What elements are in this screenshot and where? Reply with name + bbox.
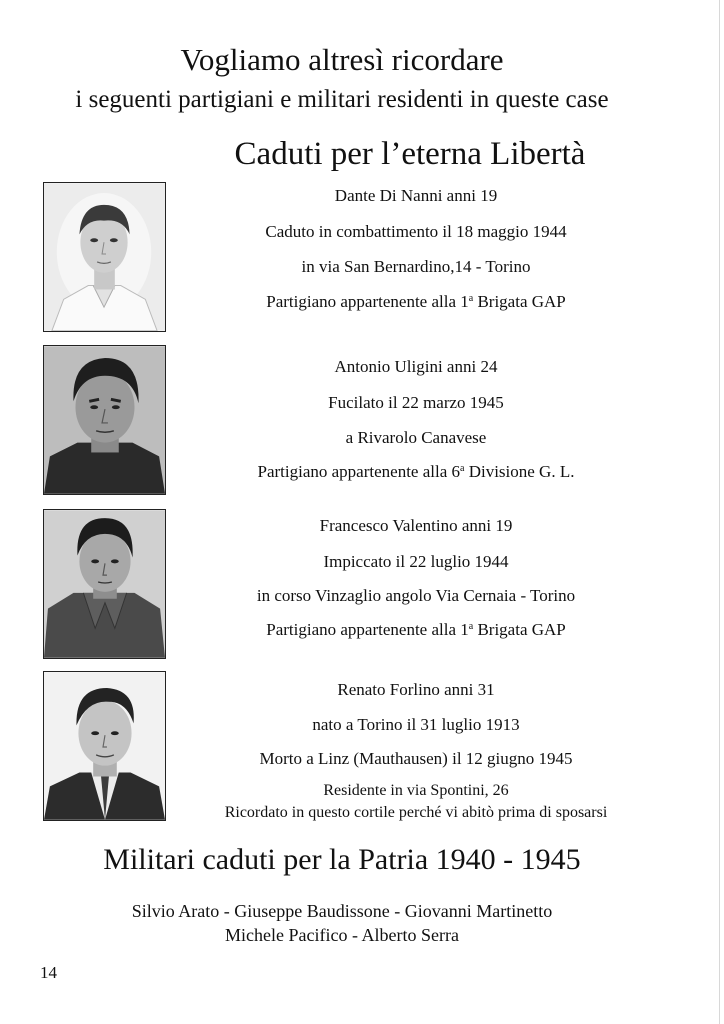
entry-place: in via San Bernardino,14 - Torino [301,257,531,276]
entry-event: Fucilato il 22 marzo 1945 [328,393,504,412]
entry-name-age: Renato Forlino anni 31 [337,680,495,699]
page-edge-line [719,0,724,1024]
military-title: Militari caduti per la Patria 1940 - 1945 [103,843,581,876]
entry-birth: nato a Torino il 31 luglio 1913 [312,715,520,734]
entry-affiliation: Partigiano appartenente alla 6$^a$ Divisione G. L. [257,462,575,481]
portrait-dante-di-nanni [43,182,166,332]
page-title: Vogliamo altresì ricordare [180,42,504,77]
entry-event: Caduto in combattimento il 18 maggio 1944 [265,222,567,241]
page-subtitle: i seguenti partigiani e militari residenti in queste case [75,86,609,113]
portrait-antonio-uligini [43,345,166,495]
section-title: Caduti per l’eterna Libertà [234,136,586,172]
entry-name-age: Dante Di Nanni anni 19 [334,186,498,205]
entry-affiliation: Partigiano appartenente alla 1$^a$ Brigata GAP [266,620,566,639]
entry-note: Ricordato in questo cortile perché vi abitò prima di sposarsi [224,804,608,821]
entry-place: in corso Vinzaglio angolo Via Cernaia - Torino [256,586,576,605]
entry-residence: Residente in via Spontini, 26 [323,782,509,799]
entry-place: a Rivarolo Canavese [345,428,487,447]
military-names-line2: Michele Pacifico - Alberto Serra [225,925,459,945]
portrait-renato-forlino [43,671,166,821]
entry-affiliation: Partigiano appartenente alla 1$^a$ Brigata GAP [266,292,566,311]
entry-death: Morto a Linz (Mauthausen) il 12 giugno 1945 [259,749,573,768]
military-names-line1: Silvio Arato - Giuseppe Baudissone - Giovanni Martinetto [131,901,553,921]
entry-event: Impiccato il 22 luglio 1944 [323,552,509,571]
page-number: 14 [40,963,57,982]
portrait-francesco-valentino [43,509,166,659]
entry-name-age: Antonio Uligini anni 24 [334,357,498,376]
entry-name-age: Francesco Valentino anni 19 [319,516,513,535]
